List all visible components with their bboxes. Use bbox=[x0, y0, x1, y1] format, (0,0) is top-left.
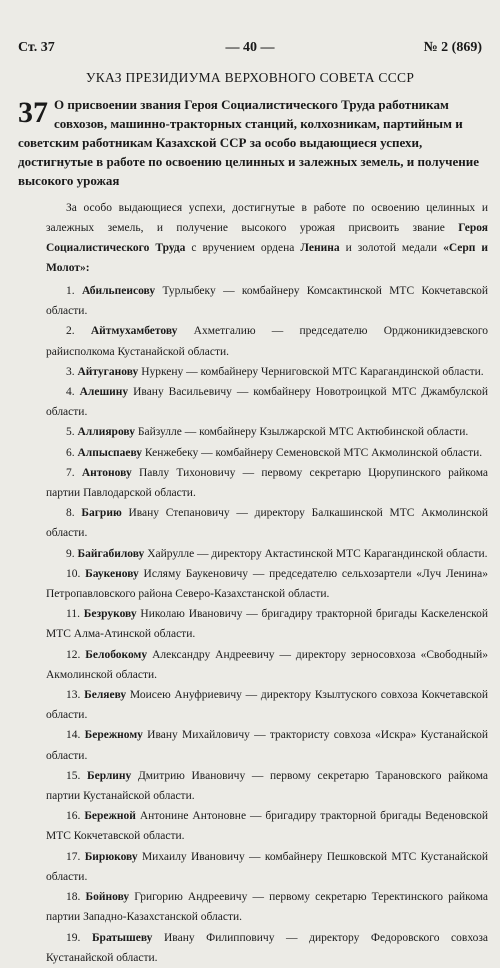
entry-details: Михаилу Ивановичу — комбайнеру Пешковской МТС Кустанайской области. bbox=[46, 850, 489, 883]
list-item bbox=[46, 685, 488, 725]
entry-number: 16. bbox=[66, 810, 81, 823]
entry-details: Исляму Баукеновичу — председателю сельхозартели «Луч Ленина» Петропавловского района Северо-Казахстанской области. bbox=[46, 567, 489, 601]
entry-details: Григорию Андреевичу — первому секретарю Теректинского райкома партии Западно-Казахстанской области. bbox=[46, 891, 489, 924]
list-item bbox=[46, 928, 488, 968]
list-item bbox=[46, 564, 488, 604]
entry-number: 8. bbox=[66, 507, 75, 520]
entry-surname: Беляеву bbox=[84, 689, 127, 702]
preamble-medal: «Серп и Молот»: bbox=[46, 242, 488, 274]
entry-surname: Аллиярову bbox=[77, 426, 135, 439]
page-number: — 40 — bbox=[225, 40, 275, 55]
entry-details: Александру Андреевичу — директору зерносовхоза «Свободный» Акмолинской области. bbox=[46, 648, 488, 681]
entry-surname: Алпыспаеву bbox=[77, 446, 143, 459]
entry-number: 10. bbox=[66, 567, 81, 580]
entry-details: Антонине Антоновне — бригадиру тракторной бригады Веденовской МТС Кокчетавской области. bbox=[46, 810, 489, 843]
entry-number: 17. bbox=[66, 850, 81, 863]
list-item bbox=[46, 544, 488, 564]
entry-number: 12. bbox=[66, 648, 81, 661]
list-item bbox=[46, 382, 488, 422]
entry-number: 7. bbox=[66, 466, 75, 479]
decree-title: УКАЗ ПРЕЗИДИУМА ВЕРХОВНОГО СОВЕТА СССР bbox=[85, 70, 415, 85]
entry-number: 9. bbox=[66, 547, 75, 560]
list-item bbox=[46, 847, 488, 887]
entry-details: Ивану Васильевичу — комбайнеру Новотроицкой МТС Джамбулской области. bbox=[46, 386, 489, 419]
entry-number: 19. bbox=[66, 931, 81, 944]
preamble-title-award: Героя Социалистического Труда bbox=[46, 222, 488, 254]
entry-surname: Антонову bbox=[81, 466, 132, 479]
entry-surname: Айтмухамбетову bbox=[90, 325, 178, 338]
list-item bbox=[46, 281, 488, 321]
article-reference: Ст. 37 bbox=[18, 40, 55, 55]
list-item bbox=[46, 422, 488, 442]
entry-details: Павлу Тихоновичу — первому секретарю Цюрупинского райкома партии Павлодарской области. bbox=[46, 466, 488, 500]
list-item bbox=[46, 887, 488, 927]
list-item bbox=[46, 463, 488, 503]
entry-surname: Бирюкову bbox=[84, 850, 138, 863]
entry-details: Ивану Филипповичу — директору Федоровского совхоза Кустанайской области. bbox=[46, 931, 489, 964]
entry-details: Ивану Степановичу — директору Балкашинской МТС Акмолинской области. bbox=[46, 507, 489, 540]
entry-number: 6. bbox=[66, 446, 75, 459]
preamble-order: Ленина bbox=[300, 242, 340, 254]
entry-details: Ахметгалию — председателю Орджоникидзевского райисполкома Кустанайской области. bbox=[46, 325, 489, 358]
article-number: 37 bbox=[18, 96, 48, 129]
article-heading-text: О присвоении звания Героя Социалистического Труда работникам совхозов, машинно-тракторных станций, колхозникам, партийным и советским работникам Казахской ССР за особо выдающиеся успехи, достигнутые в работе по освоению целинных и залежных земель, и получение высокого урожая bbox=[18, 97, 479, 188]
preamble-text: и золотой медали bbox=[339, 242, 444, 254]
entry-surname: Абильпеисову bbox=[81, 285, 156, 297]
awardee-list bbox=[46, 281, 488, 968]
list-item bbox=[46, 645, 488, 685]
list-item bbox=[46, 806, 488, 846]
entry-number: 3. bbox=[66, 365, 75, 378]
entry-surname: Белобокому bbox=[85, 648, 148, 661]
list-item bbox=[46, 321, 488, 361]
list-item bbox=[46, 725, 488, 765]
entry-number: 1. bbox=[66, 285, 75, 297]
entry-number: 5. bbox=[66, 426, 75, 439]
list-item bbox=[46, 604, 488, 644]
entry-details: Кенжебеку — комбайнеру Семеновской МТС Акмолинской области. bbox=[144, 446, 483, 459]
entry-details: Байзулле — комбайнеру Кзылжарской МТС Актюбинской области. bbox=[137, 426, 469, 439]
entry-details: Ивану Михайловичу — трактористу совхоза «Искра» Кустанайской области. bbox=[46, 729, 488, 762]
entry-number: 15. bbox=[66, 769, 81, 782]
entry-number: 11. bbox=[66, 608, 80, 621]
list-item bbox=[46, 766, 488, 806]
entry-number: 4. bbox=[66, 386, 75, 399]
entry-surname: Байгабилову bbox=[77, 547, 145, 560]
list-item bbox=[46, 503, 488, 543]
issue-number: № 2 (869) bbox=[423, 40, 482, 55]
entry-surname: Алешину bbox=[79, 386, 129, 399]
entry-details: Николаю Ивановичу — бригадиру тракторной бригады Каскеленской МТС Алма-Атинской области. bbox=[46, 608, 489, 641]
preamble-text: с вручением ордена bbox=[185, 242, 301, 254]
entry-surname: Братышеву bbox=[91, 931, 153, 944]
entry-surname: Безрукову bbox=[83, 608, 137, 621]
entry-details: Моисею Ануфриевичу — директору Кзылтуского совхоза Кокчетавской области. bbox=[46, 689, 489, 722]
list-item bbox=[46, 362, 488, 382]
entry-details: Дмитрию Ивановичу — первому секретарю Тарановского райкома партии Кустанайской области. bbox=[46, 769, 489, 803]
entry-surname: Айтуганову bbox=[77, 365, 139, 378]
entry-details: Турлыбеку — комбайнеру Комсактинской МТС Кокчетавской области. bbox=[46, 285, 489, 318]
entry-number: 18. bbox=[66, 891, 81, 904]
page-header bbox=[18, 40, 482, 60]
entry-surname: Бережной bbox=[84, 810, 136, 823]
entry-surname: Багрию bbox=[81, 507, 122, 520]
article-heading bbox=[18, 95, 484, 190]
preamble bbox=[46, 198, 488, 278]
entry-number: 13. bbox=[66, 689, 81, 702]
preamble-paragraph bbox=[46, 198, 488, 278]
entry-surname: Бойнову bbox=[85, 891, 130, 904]
list-item bbox=[46, 443, 488, 463]
entry-details: Нуркену — комбайнеру Черниговской МТС Карагандинской области. bbox=[141, 365, 484, 378]
entry-details: Хайрулле — директору Актастинской МТС Карагандинской области. bbox=[147, 547, 488, 560]
entry-surname: Бережному bbox=[84, 729, 143, 742]
entry-surname: Берлину bbox=[87, 769, 132, 782]
entry-surname: Баукенову bbox=[85, 567, 139, 580]
preamble-text: За особо выдающиеся успехи, достигнутые в работе по освоению целинных и залежных земель, и получение высокого урожая присвоить звание bbox=[46, 202, 488, 234]
entry-number: 2. bbox=[66, 325, 75, 338]
entry-number: 14. bbox=[66, 729, 81, 742]
